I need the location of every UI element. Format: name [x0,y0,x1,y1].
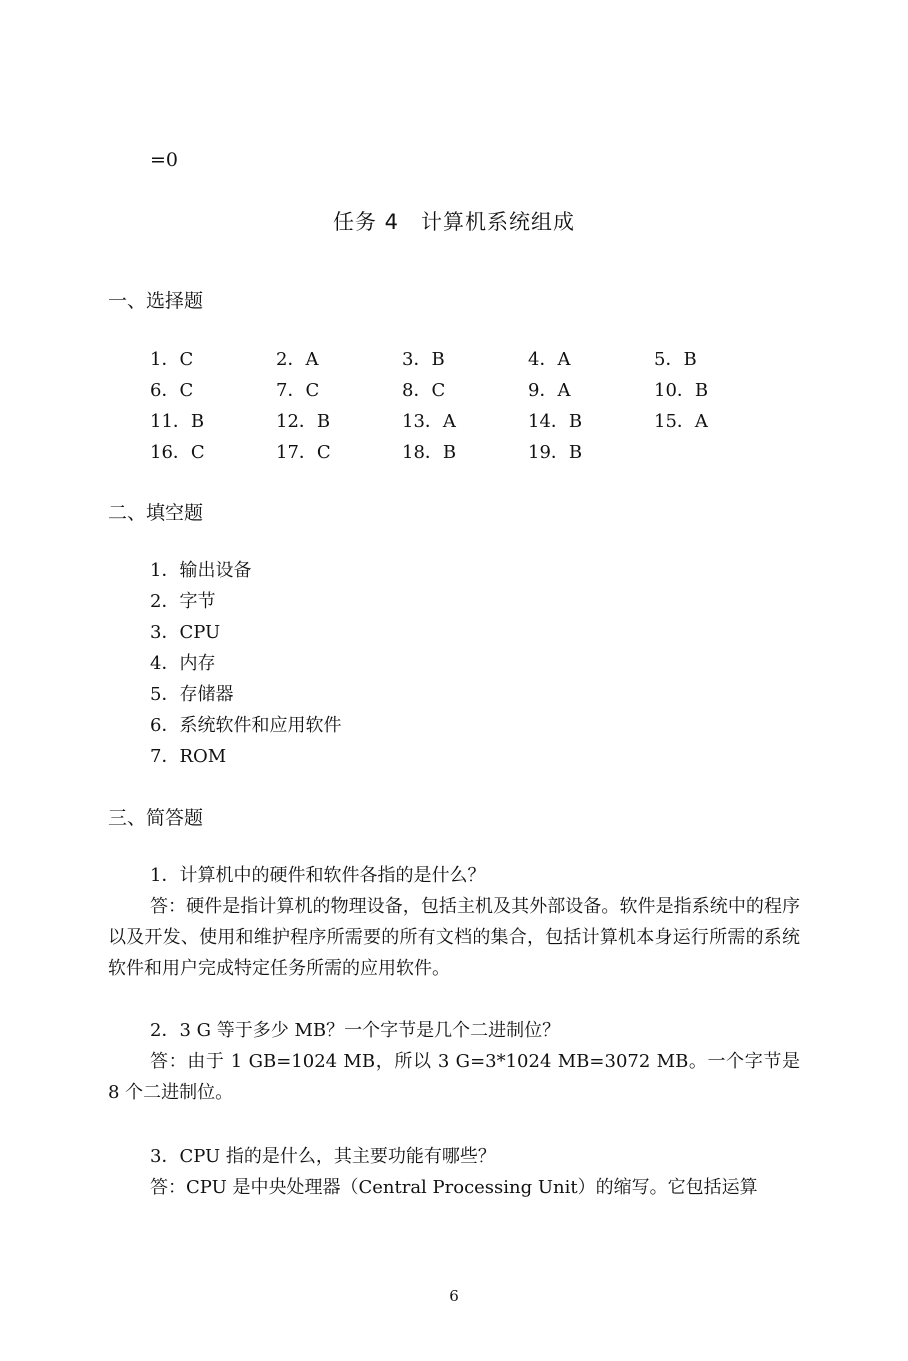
choice-answer: 17．C [276,442,331,463]
fill-answer: 7．ROM [150,746,227,767]
choice-answer: 3．B [402,349,445,370]
choice-answer: 2．A [276,349,319,370]
choice-answer: 5．B [654,349,697,370]
choice-answer: 15．A [654,411,708,432]
fill-answer: 6．系统软件和应用软件 [150,715,342,736]
choice-answer: 13．A [402,411,456,432]
question-text: 1．计算机中的硬件和软件各指的是什么？ [150,865,486,886]
answer-text: 答：CPU 是中央处理器（Central Processing Unit）的缩写。它包括运算 [150,1177,758,1198]
question-text: 3．CPU 指的是什么，其主要功能有哪些？ [150,1146,496,1167]
answer-text: 答：硬件是指计算机的物理设备，包括主机及其外部设备。软件是指系统中的程序以及开发、使用和维护程序所需要的所有文档的集合，包括计算机本身运行所需的系统软件和用户完成特定任务所需的应用软件。 [108,896,800,979]
choice-answer: 14．B [528,411,583,432]
choice-answer: 11．B [150,411,205,432]
choice-answer: 6．C [150,380,194,401]
choice-answer: 9．A [528,380,571,401]
choice-answer: 16．C [150,442,205,463]
choice-answer: 19．B [528,442,583,463]
fill-answer: 3．CPU [150,622,221,643]
choice-answer: 1．C [150,349,194,370]
continuation-text: =0 [150,149,179,171]
section-heading-fill: 二、填空题 [108,502,204,524]
choice-answer: 18．B [402,442,457,463]
choice-answer: 7．C [276,380,320,401]
section-heading-choice: 一、选择题 [108,290,204,312]
answer-text: 答：由于 1 GB=1024 MB，所以 3 G=3*1024 MB=3072 MB。一个字节是 8 个二进制位。 [108,1051,800,1103]
fill-answer: 2．字节 [150,591,216,612]
fill-answer: 1．输出设备 [150,560,252,581]
choice-answer: 10．B [654,380,709,401]
page-title: 任务 4 计算机系统组成 [332,210,576,234]
question-text: 2．3 G 等于多少 MB？一个字节是几个二进制位？ [150,1020,561,1041]
fill-answer: 5．存储器 [150,684,234,705]
section-heading-short: 三、简答题 [108,807,204,829]
fill-answer: 4．内存 [150,653,216,674]
choice-answer: 8．C [402,380,446,401]
choice-answer: 12．B [276,411,331,432]
choice-answer: 4．A [528,349,571,370]
page-number: 6 [449,1287,459,1305]
